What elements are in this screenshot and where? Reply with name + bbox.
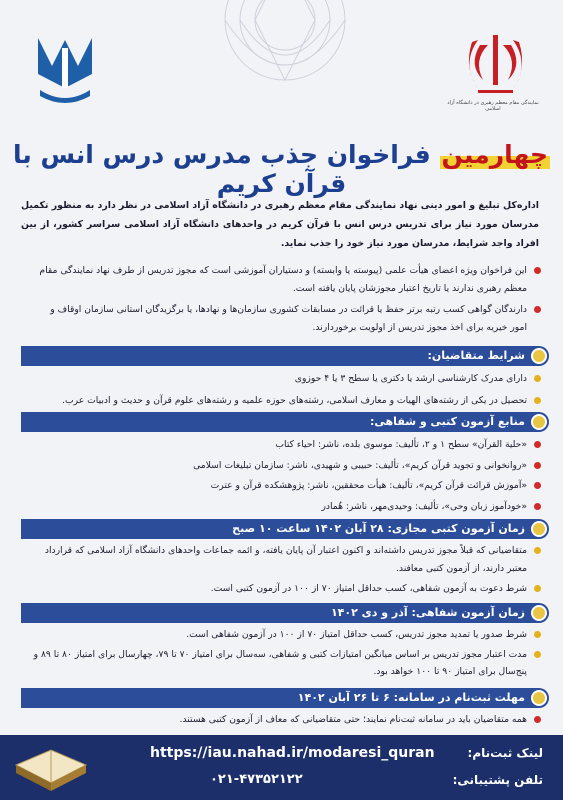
list-item: «حلیة القرآن» سطح ۱ و ۲، تألیف: موسوی بلده، ناشر: احیاء کتاب — [31, 436, 541, 454]
bullet-icon — [534, 482, 541, 489]
section-heading-virtual-exam: زمان آزمون کتبی مجازی: ۲۸ آبان ۱۴۰۲ ساعت ۱۰ صبح — [21, 519, 549, 539]
bullet-icon — [534, 631, 541, 638]
list-item: این فراخوان ویژه اعضای هیأت علمی (پیوسته یا وابسته) و دستیاران آموزشی است که مجوز تدریس از طرف نهاد نمایندگی مقام معظم رهبری ندارند یا تاریخ اعتبار مجوزشان پایان یافته است. — [31, 262, 541, 297]
bullet-icon — [534, 441, 541, 448]
list-item: مدت اعتبار مجوز تدریس بر اساس میانگین امتیازات کتبی و شفاهی، سه‌سال برای امتیاز ۷۰ تا ۷۹، چهارسال برای امتیاز ۸۰ تا ۸۹ و پنج‌سال برای امتیاز ۹۰ تا ۱۰۰ خواهد بود. — [31, 646, 541, 681]
registration-link[interactable]: https://iau.nahad.ir/modaresi_quran — [150, 745, 435, 761]
section-heading-oral-exam: زمان آزمون شفاهی: آذر و دی ۱۴۰۲ — [21, 603, 549, 623]
bullet-icon — [534, 547, 541, 554]
list-item: تحصیل در یکی از رشته‌های الهیات و معارف اسلامی، رشته‌های حوزه علمیه و رشته‌های علوم قرآن و حدیث و ادبیات عرب. — [31, 392, 541, 410]
azad-university-logo — [30, 28, 100, 108]
list-item: دارندگان گواهی کسب رتبه برتر حفظ یا قرائت در مسابقات کشوری سازمان‌ها و نهادها، یا برگزیدگان استانی سازمان اوقاف و امور خیریه برای اخذ مجوز تدریس از اولویت برخوردارند. — [31, 301, 541, 336]
registration-list — [31, 711, 541, 729]
bullet-icon — [534, 585, 541, 592]
support-phone-label: تلفن پشتیبانی: — [452, 773, 543, 787]
bullet-icon — [534, 397, 541, 404]
emblem-caption: نمایندگی مقام معظم رهبری در دانشگاه آزاد اسلامی — [447, 100, 539, 112]
quran-book-icon — [6, 725, 96, 797]
iran-emblem-logo — [458, 30, 533, 100]
list-item: «خودآموز زبان وحی»، تألیف: وحیدی‌مهر، ناشر: هُمادر — [31, 498, 541, 516]
title-highlight: چهارمین — [441, 140, 548, 169]
title-text: فراخوان جذب مدرس درس انس با قرآن کریم — [13, 140, 431, 198]
list-item: «روانخوانی و تجوید قرآن کریم»، تألیف: حبیبی و شهیدی، ناشر: سازمان تبلیغات اسلامی — [31, 457, 541, 475]
list-item: «آموزش قرائت قرآن کریم»، تألیف: هیأت محققین، ناشر: پژوهشکده قرآن و عترت — [31, 477, 541, 495]
list-item: شرط دعوت به آزمون شفاهی، کسب حداقل امتیاز ۷۰ از ۱۰۰ در آزمون کتبی است. — [31, 580, 541, 598]
bullet-icon — [534, 267, 541, 274]
list-item: شرط صدور یا تمدید مجوز تدریس، کسب حداقل امتیاز ۷۰ از ۱۰۰ در آزمون شفاهی است. — [31, 626, 541, 644]
intro-paragraph: اداره‌کل تبلیغ و امور دینی نهاد نمایندگی مقام معظم رهبری در دانشگاه آزاد اسلامی در نظر دارد به منظور تکمیل مدرسان مورد نیاز برای تدریس درس انس با قرآن کریم در واحدهای دانشگاه آزاد اسلامی سراسر کشور، از بین افراد واجد شرایط، مدرسان مورد نیاز خود را جذب نماید. — [21, 200, 539, 249]
sources-list — [31, 436, 541, 515]
intro-bullet-list — [31, 262, 541, 336]
bullet-icon — [534, 651, 541, 658]
bullet-icon — [534, 375, 541, 382]
footer-bar — [0, 735, 563, 800]
bullet-icon — [534, 306, 541, 313]
section-heading-conditions: شرایط متقاضیان: — [21, 346, 549, 366]
bullet-icon — [534, 503, 541, 510]
section-heading-registration: مهلت ثبت‌نام در سامانه: ۶ تا ۲۶ آبان ۱۴۰۲ — [21, 688, 549, 708]
gem-icon — [531, 348, 547, 364]
gem-icon — [531, 690, 547, 706]
section-heading-sources: منابع آزمون کتبی و شفاهی: — [21, 412, 549, 432]
list-item: دارای مدرک کارشناسی ارشد یا دکتری یا سطح ۳ یا ۴ حوزوی — [31, 370, 541, 388]
conditions-list — [31, 370, 541, 409]
arabesque-ornament — [150, 0, 420, 120]
bullet-icon — [534, 716, 541, 723]
page-title — [0, 140, 563, 198]
support-phone: ۰۲۱-۴۷۳۵۲۱۲۲ — [210, 772, 303, 787]
oral-exam-list — [31, 626, 541, 681]
gem-icon — [531, 521, 547, 537]
gem-icon — [531, 605, 547, 621]
gem-icon — [531, 414, 547, 430]
list-item: همه متقاضیان باید در سامانه ثبت‌نام نمایند؛ حتی متقاضیانی که معاف از آزمون کتبی هستند. — [31, 711, 541, 729]
list-item: متقاضیانی که قبلاً مجوز تدریس داشته‌اند و اکنون اعتبار آن پایان یافته، و ائمه جماعات واحدهای دانشگاه آزاد اسلامی که قرارداد معتبر دارند، از آزمون کتبی معافند. — [31, 542, 541, 577]
bullet-icon — [534, 462, 541, 469]
registration-link-label: لینک ثبت‌نام: — [467, 746, 543, 760]
virtual-exam-list — [31, 542, 541, 598]
